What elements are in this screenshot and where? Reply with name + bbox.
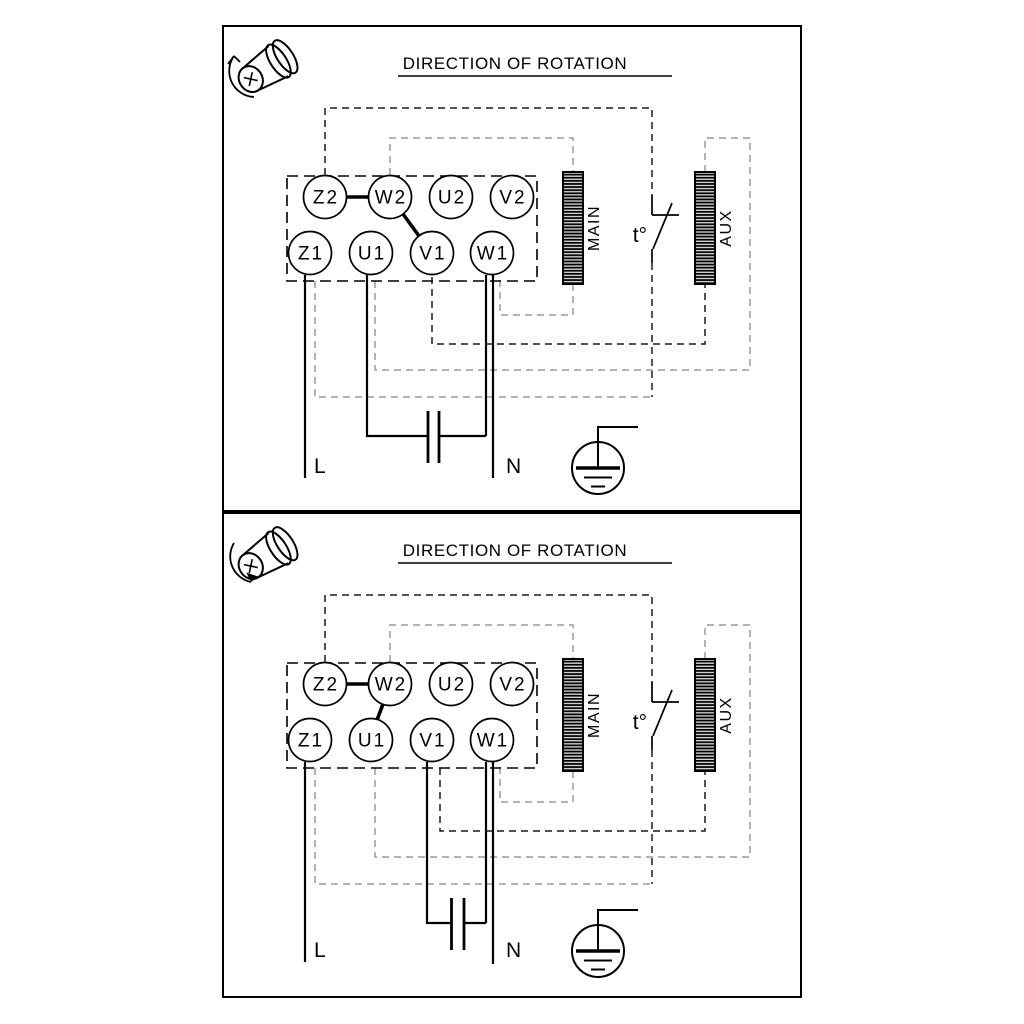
svg-text:V2: V2 [499, 674, 527, 696]
line-terminal-label: L [314, 455, 326, 478]
neutral-terminal-label: N [506, 455, 522, 478]
svg-text:Z1: Z1 [297, 243, 325, 265]
svg-text:AUX: AUX [718, 209, 735, 247]
svg-text:U1: U1 [357, 730, 387, 752]
terminal-u2 [430, 176, 473, 219]
panel-bottom [222, 512, 802, 998]
svg-text:V2: V2 [499, 187, 527, 209]
terminal-w1 [471, 232, 514, 275]
svg-text:W2: W2 [374, 187, 408, 209]
svg-text:W2: W2 [374, 674, 408, 696]
svg-text:Z1: Z1 [297, 730, 325, 752]
panel-top [222, 25, 802, 512]
terminal-u1 [350, 232, 393, 275]
thermal-switch-label: t° [632, 711, 647, 734]
terminal-w1 [471, 719, 514, 762]
svg-text:Z2: Z2 [312, 187, 340, 209]
svg-text:AUX: AUX [718, 696, 735, 734]
terminal-v1 [411, 232, 454, 275]
svg-text:MAIN: MAIN [586, 692, 603, 738]
terminal-u2 [430, 663, 473, 706]
svg-text:U2: U2 [437, 674, 467, 696]
svg-text:V1: V1 [419, 730, 447, 752]
terminal-v2 [491, 176, 534, 219]
thermal-switch-label: t° [632, 224, 647, 247]
neutral-terminal-label: N [506, 939, 522, 962]
panel-title: DIRECTION OF ROTATION [402, 54, 628, 73]
terminal-z2 [304, 176, 347, 219]
panel-top-svg [222, 25, 802, 512]
svg-text:V1: V1 [419, 243, 447, 265]
line-terminal-label: L [314, 939, 326, 962]
terminal-v2 [491, 663, 534, 706]
terminal-z2 [304, 663, 347, 706]
svg-text:W1: W1 [476, 730, 510, 752]
svg-text:W1: W1 [476, 243, 510, 265]
svg-text:MAIN: MAIN [586, 205, 603, 251]
svg-text:U1: U1 [357, 243, 387, 265]
terminal-w2 [369, 176, 412, 219]
svg-text:U2: U2 [437, 187, 467, 209]
panel-bottom-svg [222, 512, 802, 998]
terminal-z1 [289, 719, 332, 762]
svg-text:Z2: Z2 [312, 674, 340, 696]
terminal-z1 [289, 232, 332, 275]
terminal-v1 [411, 719, 454, 762]
terminal-u1 [350, 719, 393, 762]
terminal-w2 [369, 663, 412, 706]
panel-title: DIRECTION OF ROTATION [402, 541, 628, 560]
